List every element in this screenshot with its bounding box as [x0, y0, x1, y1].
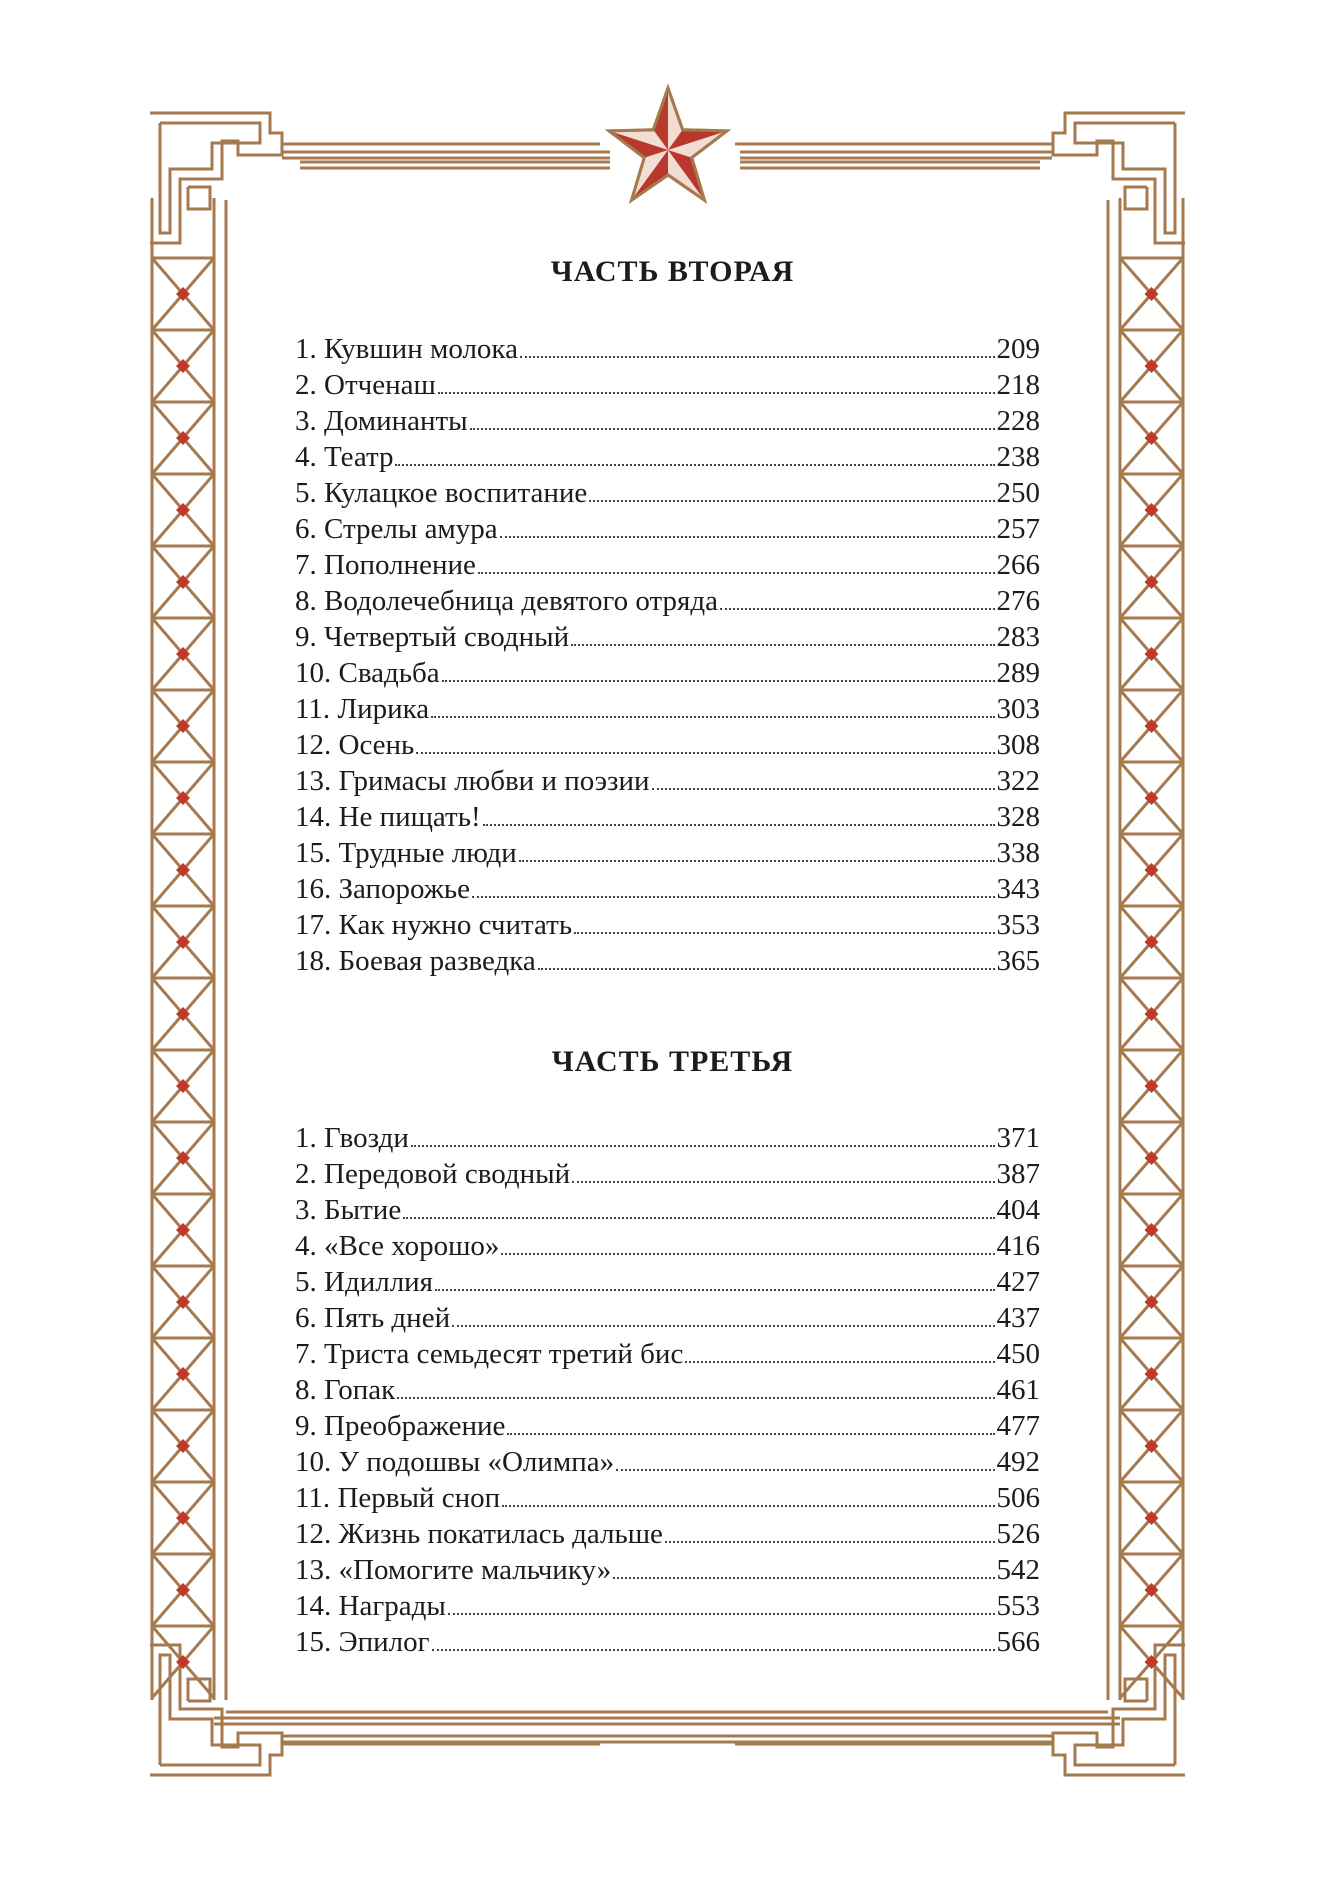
toc-entry	[295, 1516, 1040, 1552]
entry-page: 404	[996, 1194, 1040, 1226]
toc-entry	[295, 403, 1040, 439]
dot-leader	[500, 536, 995, 538]
entry-title: Гвозди	[324, 1122, 409, 1154]
entry-title: Триста семьдесят третий бис	[324, 1338, 684, 1370]
entry-number: 10.	[295, 1446, 339, 1478]
entry-page: 289	[996, 657, 1040, 689]
entry-number: 11.	[295, 1482, 338, 1514]
entry-page: 416	[996, 1230, 1040, 1262]
dot-leader	[519, 860, 995, 862]
dot-leader	[470, 428, 995, 430]
dot-leader	[538, 968, 995, 970]
entry-number: 5.	[295, 1266, 324, 1298]
entry-page: 492	[996, 1446, 1040, 1478]
entry-title: Пять дней	[324, 1302, 451, 1334]
entry-title: «Помогите мальчику»	[338, 1554, 612, 1586]
entry-title: Стрелы амура	[324, 513, 498, 545]
entry-title: Идиллия	[324, 1266, 434, 1298]
toc-entry	[295, 691, 1040, 727]
toc-part-two	[295, 331, 1040, 979]
toc-entry	[295, 1156, 1040, 1192]
entry-number: 2.	[295, 1158, 324, 1190]
entry-page: 542	[996, 1554, 1040, 1586]
entry-number: 8.	[295, 585, 324, 617]
dot-leader	[411, 1145, 995, 1147]
entry-title: Трудные люди	[338, 837, 517, 869]
toc-entry	[295, 619, 1040, 655]
entry-title: Награды	[338, 1590, 446, 1622]
dot-leader	[432, 1649, 995, 1651]
entry-number: 6.	[295, 513, 324, 545]
entry-page: 566	[996, 1626, 1040, 1658]
entry-page: 276	[996, 585, 1040, 617]
entry-number: 16.	[295, 873, 339, 905]
dot-leader	[395, 464, 994, 466]
entry-title: Кувшин молока	[324, 333, 518, 365]
entry-number: 11.	[295, 693, 338, 725]
toc-entry	[295, 799, 1040, 835]
entry-number: 6.	[295, 1302, 324, 1334]
dot-leader	[572, 1181, 994, 1183]
toc-entry	[295, 1588, 1040, 1624]
toc-entry	[295, 727, 1040, 763]
dot-leader	[520, 356, 995, 358]
entry-page: 353	[996, 909, 1040, 941]
entry-title: Боевая разведка	[338, 945, 536, 977]
toc-entry	[295, 1336, 1040, 1372]
toc-entry	[295, 1372, 1040, 1408]
toc-entry	[295, 1552, 1040, 1588]
dot-leader	[613, 1577, 994, 1579]
toc-entry	[295, 835, 1040, 871]
dot-leader	[403, 1217, 994, 1219]
toc-entry	[295, 1624, 1040, 1660]
toc-entry	[295, 583, 1040, 619]
toc-entry	[295, 871, 1040, 907]
entry-title: Доминанты	[324, 405, 468, 437]
toc-entry	[295, 763, 1040, 799]
entry-title: У подошвы «Олимпа»	[338, 1446, 615, 1478]
entry-page: 437	[996, 1302, 1040, 1334]
toc-entry	[295, 1444, 1040, 1480]
entry-page: 228	[996, 405, 1040, 437]
toc-entry	[295, 943, 1040, 979]
toc-part-three	[295, 1120, 1040, 1660]
part-three-title: ЧАСТЬ ТРЕТЬЯ	[551, 1045, 794, 1078]
entry-page: 365	[996, 945, 1040, 977]
entry-page: 461	[996, 1374, 1040, 1406]
entry-page: 387	[996, 1158, 1040, 1190]
entry-title: Четвертый сводный	[324, 621, 570, 653]
part-two-title: ЧАСТЬ ВТОРАЯ	[550, 255, 795, 288]
toc-entry	[295, 439, 1040, 475]
entry-number: 4.	[295, 441, 324, 473]
toc-entry	[295, 367, 1040, 403]
dot-leader	[448, 1613, 995, 1615]
entry-number: 14.	[295, 801, 339, 833]
toc-entry	[295, 547, 1040, 583]
entry-page: 477	[996, 1410, 1040, 1442]
entry-title: Эпилог	[338, 1626, 430, 1658]
toc-entry	[295, 907, 1040, 943]
entry-number: 12.	[295, 1518, 339, 1550]
entry-number: 7.	[295, 549, 324, 581]
dot-leader	[720, 608, 995, 610]
entry-number: 10.	[295, 657, 339, 689]
dot-leader	[431, 716, 994, 718]
dot-leader	[472, 896, 995, 898]
entry-title: Отченаш	[324, 369, 436, 401]
entry-number: 2.	[295, 369, 324, 401]
entry-number: 17.	[295, 909, 339, 941]
dot-leader	[652, 788, 995, 790]
entry-title: Театр	[324, 441, 394, 473]
toc-entry	[295, 331, 1040, 367]
entry-title: «Все хорошо»	[324, 1230, 500, 1262]
dot-leader	[435, 1289, 994, 1291]
entry-title: Запорожье	[338, 873, 470, 905]
entry-title: Пополнение	[324, 549, 476, 581]
entry-number: 12.	[295, 729, 339, 761]
entry-title: Не пищать!	[338, 801, 481, 833]
entry-number: 13.	[295, 765, 339, 797]
entry-page: 338	[996, 837, 1040, 869]
dot-leader	[438, 392, 995, 394]
entry-title: Жизнь покатилась дальше	[338, 1518, 663, 1550]
toc-entry	[295, 1264, 1040, 1300]
dot-leader	[616, 1469, 994, 1471]
entry-page: 506	[996, 1482, 1040, 1514]
entry-title: Гопак	[324, 1374, 396, 1406]
toc-entry	[295, 655, 1040, 691]
entry-title: Осень	[338, 729, 415, 761]
toc-entry	[295, 1120, 1040, 1156]
entry-number: 4.	[295, 1230, 324, 1262]
entry-page: 283	[996, 621, 1040, 653]
entry-number: 1.	[295, 1122, 324, 1154]
dot-leader	[501, 1253, 994, 1255]
entry-number: 15.	[295, 837, 339, 869]
toc-entry	[295, 511, 1040, 547]
entry-number: 14.	[295, 1590, 339, 1622]
entry-page: 238	[996, 441, 1040, 473]
entry-number: 18.	[295, 945, 339, 977]
dot-leader	[685, 1361, 994, 1363]
entry-page: 322	[996, 765, 1040, 797]
entry-page: 343	[996, 873, 1040, 905]
star-emblem-icon	[609, 88, 727, 200]
dot-leader	[589, 500, 994, 502]
entry-title: Бытие	[324, 1194, 402, 1226]
entry-title: Кулацкое воспитание	[324, 477, 588, 509]
entry-page: 553	[996, 1590, 1040, 1622]
dot-leader	[665, 1541, 995, 1543]
dot-leader	[397, 1397, 994, 1399]
toc-entry	[295, 1228, 1040, 1264]
entry-page: 303	[996, 693, 1040, 725]
entry-page: 427	[996, 1266, 1040, 1298]
entry-page: 371	[996, 1122, 1040, 1154]
toc-entry	[295, 1408, 1040, 1444]
entry-page: 209	[996, 333, 1040, 365]
entry-page: 328	[996, 801, 1040, 833]
entry-title: Передовой сводный	[324, 1158, 571, 1190]
entry-title: Первый сноп	[337, 1482, 501, 1514]
entry-page: 257	[996, 513, 1040, 545]
dot-leader	[574, 932, 994, 934]
entry-title: Гримасы любви и поэзии	[338, 765, 650, 797]
dot-leader	[452, 1325, 994, 1327]
entry-page: 218	[996, 369, 1040, 401]
entry-title: Преображение	[324, 1410, 506, 1442]
entry-number: 1.	[295, 333, 324, 365]
dot-leader	[507, 1433, 994, 1435]
toc-entry	[295, 1480, 1040, 1516]
dot-leader	[483, 824, 995, 826]
toc-entry	[295, 1300, 1040, 1336]
entry-number: 9.	[295, 1410, 324, 1442]
dot-leader	[571, 644, 994, 646]
entry-page: 250	[996, 477, 1040, 509]
entry-title: Лирика	[337, 693, 430, 725]
dot-leader	[442, 680, 995, 682]
entry-page: 450	[996, 1338, 1040, 1370]
entry-page: 266	[996, 549, 1040, 581]
entry-number: 5.	[295, 477, 324, 509]
entry-number: 3.	[295, 1194, 324, 1226]
dot-leader	[478, 572, 995, 574]
entry-number: 8.	[295, 1374, 324, 1406]
entry-title: Как нужно считать	[338, 909, 573, 941]
entry-number: 3.	[295, 405, 324, 437]
dot-leader	[502, 1505, 994, 1507]
entry-title: Водолечебница девятого отряда	[324, 585, 718, 617]
dot-leader	[416, 752, 994, 754]
toc-entry	[295, 1192, 1040, 1228]
entry-number: 9.	[295, 621, 324, 653]
entry-page: 526	[996, 1518, 1040, 1550]
entry-number: 7.	[295, 1338, 324, 1370]
entry-page: 308	[996, 729, 1040, 761]
entry-title: Свадьба	[338, 657, 440, 689]
toc-entry	[295, 475, 1040, 511]
entry-number: 13.	[295, 1554, 339, 1586]
entry-number: 15.	[295, 1626, 339, 1658]
